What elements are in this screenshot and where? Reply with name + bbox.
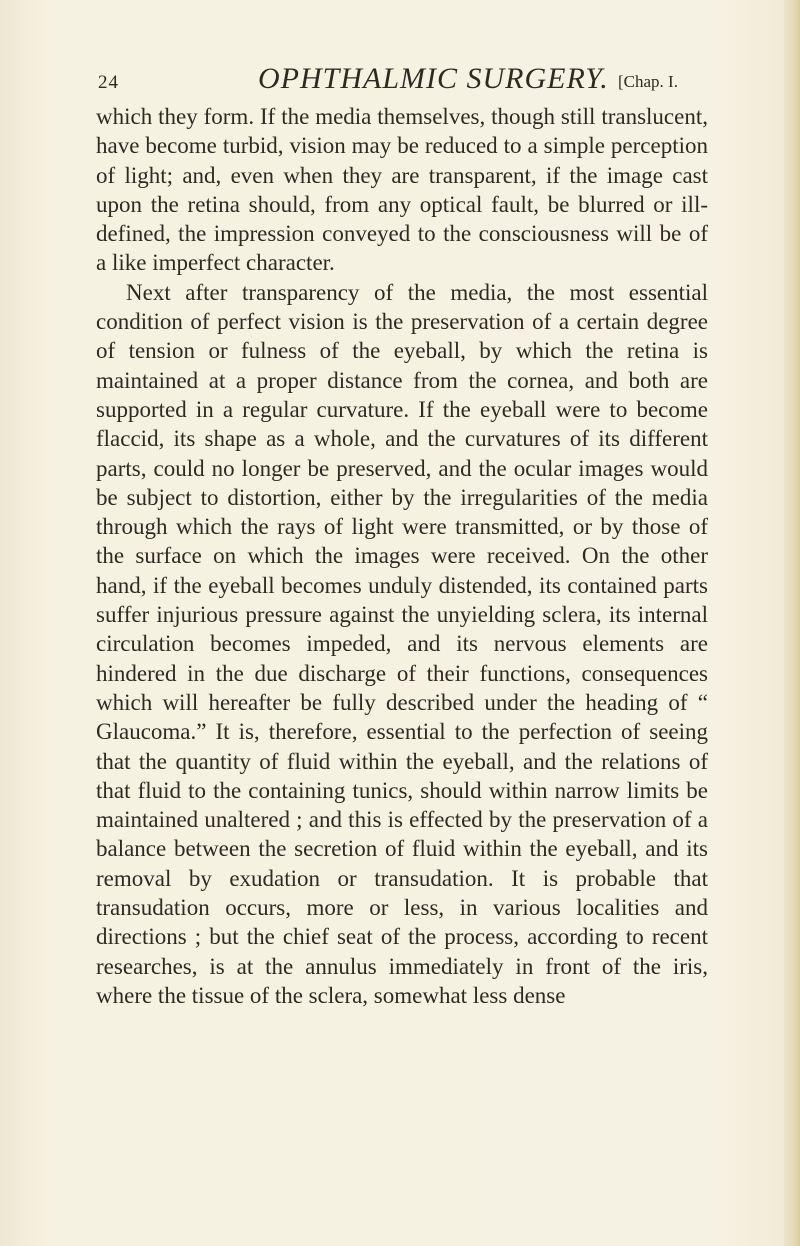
body-text: [96, 102, 708, 1010]
page-header: [98, 58, 698, 98]
chapter-reference: [Chap. I.: [618, 72, 678, 91]
paragraph: Next after transparency of the media, the most essential condition of perfect vision is the preservation of a certain degree of tension or fulness of the eyeball, by which the retina is maintained at a proper distance from the cornea, and both are supported in a regular curvature. If the eyeball were to become flaccid, its shape as a whole, and the curvatures of its different parts, could no longer be preserved, and the ocular images would be subject to distortion, either by the irregularities of the media through which the rays of light were transmitted, or by those of the surface on which the images were received. On the other hand, if the eyeball becomes unduly distended, its contained parts suffer injurious pressure against the unyielding sclera, its internal circulation becomes impeded, and its nervous elements are hindered in the due discharge of their functions, consequences which will hereafter be fully described under the heading of “ Glaucoma.” It is, therefore, essential to the perfection of seeing that the quantity of fluid within the eyeball, and the relations of that fluid to the containing tunics, should within narrow limits be maintained unaltered ; and this is effected by the preservation of a balance between the secretion of fluid within the eyeball, and its removal by exudation or transudation. It is probable that transudation occurs, more or less, in various localities and directions ; but the chief seat of the process, according to recent researches, is at the annulus immediately in front of the iris, where the tissue of the sclera, somewhat less dense: [96, 279, 708, 1008]
paragraph-continued: which they form. If the media themselves, though still translucent, have become turbid, vision may be reduced to a simple perception of light; and, even when they are transparent, if the image cast upon the retina should, from any optical fault, be blurred or ill-defined, the impression conveyed to the consciousness will be of a like imperfect character.: [96, 104, 708, 276]
page-number: 24: [98, 72, 119, 93]
page-edge: [784, 0, 800, 1246]
running-title: OPHTHALMIC SURGERY.: [258, 62, 609, 95]
